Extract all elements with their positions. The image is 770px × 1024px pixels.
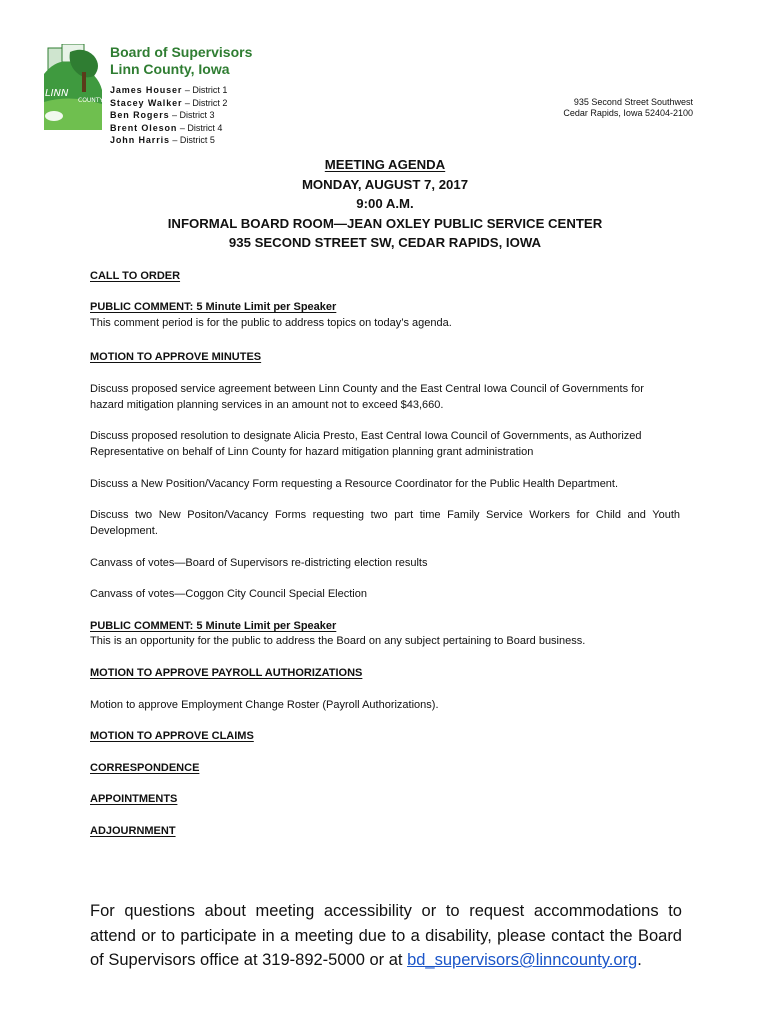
public-comment-heading: PUBLIC COMMENT: 5 Minute Limit per Speaker [90,301,337,313]
public-comment-text: This comment period is for the public to address topics on today’s agenda. [90,317,452,329]
accessibility-note [90,899,682,973]
member-name: Ben Rogers [110,110,170,120]
member-row [110,109,227,122]
address-line1: 935 Second Street Southwest [573,97,693,107]
accessibility-end: . [637,951,642,969]
linn-county-logo [40,44,106,130]
contact-email-link[interactable]: bd_supervisors@linncounty.org [407,951,638,969]
address-line2: Cedar Rapids, Iowa 52404-2100 [563,108,693,118]
supervisors-list [110,84,227,147]
logo-county-text: COUNTY [78,97,104,104]
logo-linn-text: LINN [45,88,69,99]
meeting-date: MONDAY, AUGUST 7, 2017 [301,176,469,192]
motion-payroll-heading: MOTION TO APPROVE PAYROLL AUTHORIZATIONS [90,667,363,679]
agenda-item-resolution: Discuss proposed resolution to designate Alicia Presto, East Central Iowa Council of Governments, as Authorized Representative on behalf of Linn County for hazard mitigation planning grant administration [90,430,642,458]
org-title-line2: Linn County, Iowa [110,61,230,77]
member-district: – District 5 [169,135,215,145]
agenda-item-canvass-districting: Canvass of votes—Board of Supervisors re-districting election results [90,557,428,569]
correspondence-heading: CORRESPONDENCE [90,762,200,774]
agenda-item-two-positions: Discuss two New Positon/Vacancy Forms requesting two part time Family Service Workers for Child and Youth Development. [90,509,680,537]
member-district: – District 2 [182,97,228,108]
org-title [110,44,252,78]
member-district: – District 3 [169,110,215,120]
appointments-heading: APPOINTMENTS [90,793,178,805]
agenda-item-canvass-coggon: Canvass of votes—Coggon City Council Special Election [90,588,367,600]
member-row [110,122,227,135]
meeting-time: 9:00 A.M. [356,196,414,211]
agenda-title-block [0,155,770,253]
member-row [110,97,227,110]
adjournment-heading: ADJOURNMENT [90,825,176,837]
meeting-address: 935 SECOND STREET SW, CEDAR RAPIDS, IOWA [228,235,542,250]
member-name: Stacey Walker [110,97,183,108]
member-name: John Harris [110,135,170,145]
member-row [110,84,227,97]
public-comment-heading-2: PUBLIC COMMENT: 5 Minute Limit per Speaker [90,620,337,632]
member-row [110,134,227,147]
motion-claims-heading: MOTION TO APPROVE CLAIMS [90,730,254,742]
meeting-room: INFORMAL BOARD ROOM—JEAN OXLEY PUBLIC SERVICE CENTER [167,215,603,231]
call-to-order-heading: CALL TO ORDER [90,270,181,282]
org-title-line1: Board of Supervisors [110,44,253,60]
member-name: James Houser [110,85,183,95]
agenda-item-service-agreement: Discuss proposed service agreement between Linn County and the East Central Iowa Council of Governments for hazard mitigation planning services in an amount not to exceed $43,660. [90,383,644,411]
agenda-item-payroll: Motion to approve Employment Change Roster (Payroll Authorizations). [90,699,439,711]
accessibility-text: For questions about meeting accessibility or to request accommodations to attend or to participate in a meeting due to a disability, please contact the Board of Supervisors office at 319-892-5000 or at [90,902,682,969]
public-comment-text-2: This is an opportunity for the public to address the Board on any subject pertaining to Board business. [90,635,586,647]
motion-minutes-heading: MOTION TO APPROVE MINUTES [90,351,262,363]
member-district: – District 1 [182,85,228,95]
member-name: Brent Oleson [110,122,178,133]
office-address [563,97,693,119]
agenda-item-position-form: Discuss a New Position/Vacancy Form requesting a Resource Coordinator for the Public Health Department. [90,478,619,490]
agenda-title: MEETING AGENDA [324,157,446,172]
member-district: – District 4 [177,122,223,133]
